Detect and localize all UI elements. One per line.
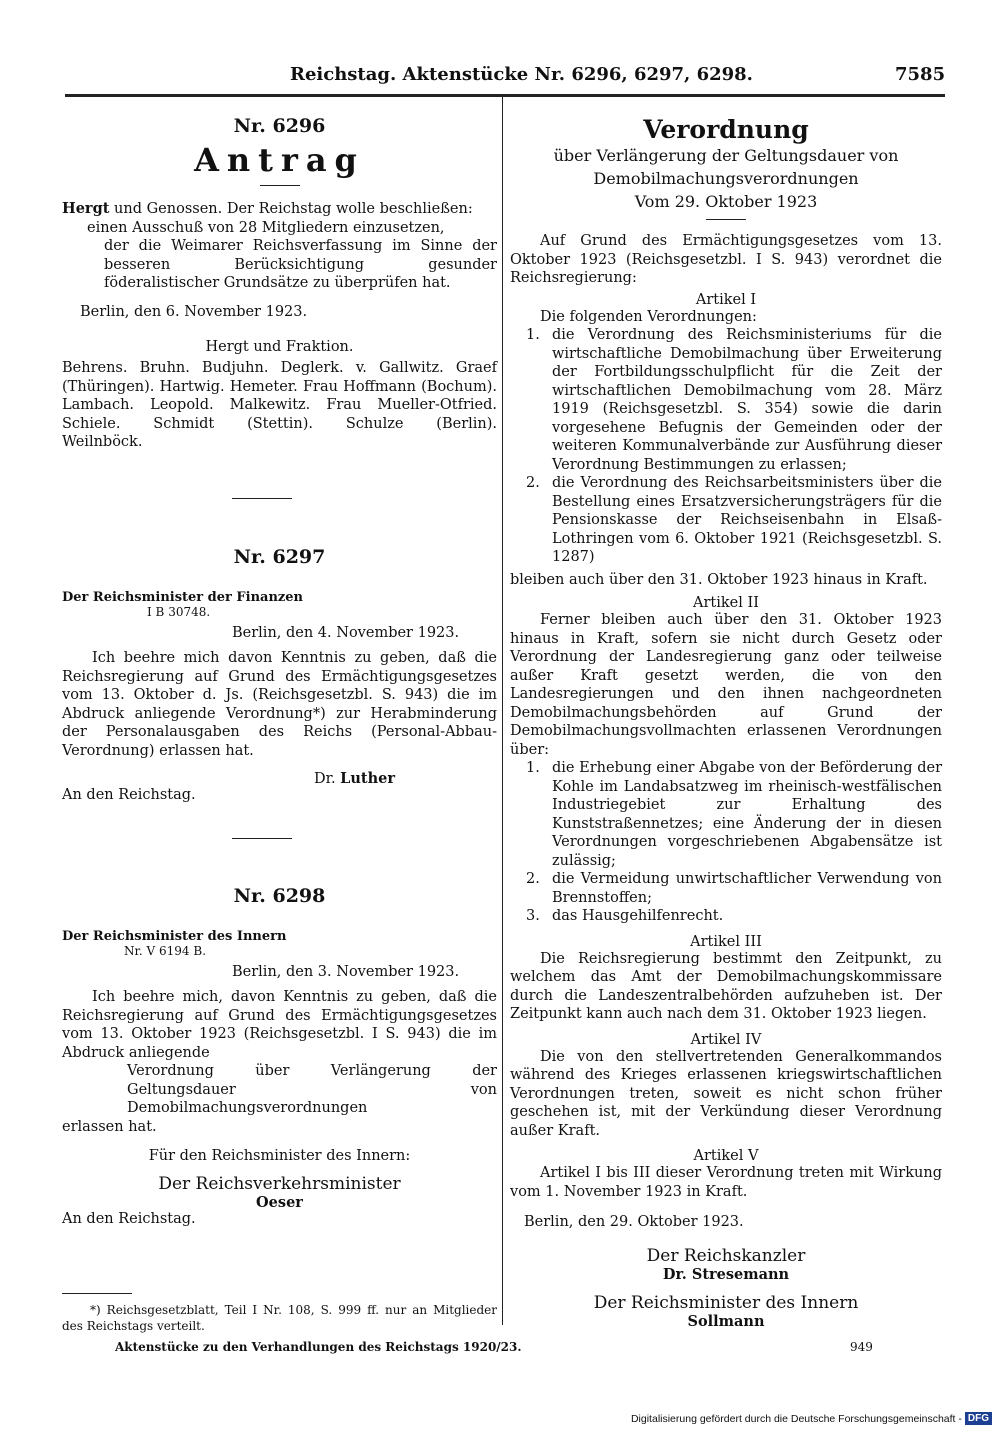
article-heading: Artikel III	[690, 933, 762, 950]
article-closing: bleiben auch über den 31. Oktober 1923 hinaus in Kraft.	[510, 571, 928, 588]
doc-title: Antrag	[194, 141, 365, 179]
motion-intro: und Genossen. Der Reichstag wolle beschließen:	[109, 201, 473, 217]
credit-text: Digitalisierung gefördert durch die Deutsche Forschungsgemeinschaft -	[630, 1412, 962, 1425]
doc-number: Nr. 6297	[233, 546, 326, 568]
signature: Dr. Stresemann	[662, 1265, 790, 1283]
letter-date: Berlin, den 4. November 1923.	[232, 625, 460, 641]
item-text: die Erhebung einer Abgabe von der Beförderung der Kohle im Landabsatzweg im rheinisch-westfälischen Industriegebiet zur Erhaltung des Kunststraßennetzes; eine Änderung der in diesen Verordnungen vorgeschriebenen Abgabensätze ist zulässig;	[552, 760, 942, 869]
enclosure-title: Verordnung über Verlängerung der Geltungsdauer von Demobilmachungsverordnungen	[127, 1063, 497, 1116]
ordinance-date: Vom 29. Oktober 1923	[634, 192, 818, 211]
article-heading: Artikel I	[695, 291, 757, 308]
signature-title: Dr.	[313, 771, 341, 787]
running-header: Reichstag. Aktenstücke Nr. 6296, 6297, 6298.	[290, 64, 753, 85]
digitization-credit	[631, 1412, 992, 1425]
doc-6298	[62, 885, 497, 1227]
item-text: die Verordnung des Reichsministeriums für die wirtschaftliche Demobilmachung über Erweiterung der Fortbildungsschulpflicht für die Zeit der wirtschaftlichen Demobilmachung vom 28. März 1919 (Reichsgesetzbl. S. 354) sowie die darin vorgesehene Befugnis der Gemeinden oder der weiteren Kommunalverbände zur Ausführung dieser Verordnung Bestimmungen zu erlassen;	[552, 327, 942, 473]
item-text: die Vermeidung unwirtschaftlicher Verwendung von Brennstoffen;	[552, 871, 942, 906]
item-number: 2.	[526, 475, 540, 491]
motion-text: der die Weimarer Reichsverfassung im Sinne der besseren Berücksichtigung gesunder föderalistischer Grundsätze zu überprüfen hat.	[104, 238, 497, 291]
letter-closing: erlassen hat.	[62, 1118, 157, 1135]
item-number: 2.	[526, 871, 540, 887]
signature: Sollmann	[687, 1312, 765, 1330]
reference: Nr. V 6194 B.	[124, 944, 207, 958]
addressee: An den Reichstag.	[62, 1211, 196, 1227]
item-number: 3.	[526, 908, 540, 924]
list-item	[510, 474, 942, 567]
article-body: Die von den stellvertretenden Generalkommandos während des Krieges erlassenen kriegswirtschaftlichen Verordnungen treten, soweit es nicht schon früher geschehen ist, mit der Verkündung dieser Verordnung außer Kraft.	[510, 1048, 942, 1139]
article-body: Artikel I bis III dieser Verordnung treten mit Wirkung vom 1. November 1923 in Kraft.	[510, 1165, 942, 1200]
motion-signer: Hergt und Fraktion.	[205, 339, 354, 355]
signature-title: Der Reichsverkehrsminister	[158, 1174, 401, 1194]
header-rule	[65, 94, 945, 97]
page-footer: Aktenstücke zu den Verhandlungen des Reichstags 1920/23.	[115, 1340, 522, 1354]
on-behalf: Für den Reichsminister des Innern:	[148, 1148, 411, 1164]
letter-body: Ich beehre mich davon Kenntnis zu geben, daß die Reichsregierung auf Grund des Ermächtigungsgesetzes vom 13. Oktober d. Js. (Reichsgesetzbl. S. 943) die im Abdruck anliegende Verordnung*) zur Herabminderung der Personalausgaben des Reichs (Personal-Abbau-Verordnung) erlassen hat.	[62, 650, 497, 759]
signature: Oeser	[256, 1194, 303, 1211]
separator	[232, 498, 292, 499]
list-item	[510, 326, 942, 474]
preamble: Auf Grund des Ermächtigungsgesetzes vom 13. Oktober 1923 (Reichsgesetzbl. I S. 943) verordnet die Reichsregierung:	[510, 233, 942, 286]
sheet-number: 949	[850, 1340, 873, 1354]
item-text: das Hausgehilfenrecht.	[552, 908, 724, 924]
footnote: *) Reichsgesetzblatt, Teil I Nr. 108, S. 999 ff. nur an Mitglieder des Reichstags verteilt.	[62, 1303, 497, 1333]
article-2-list	[510, 759, 942, 926]
sender: Der Reichsminister der Finanzen	[62, 590, 304, 605]
article-1-list	[510, 326, 942, 567]
page-number: 7585	[895, 64, 946, 85]
article-body: Ferner bleiben auch über den 31. Oktober 1923 hinaus in Kraft, sofern sie nicht durch Gesetz oder Verordnung der Landesregierung ganz oder teilweise außer Kraft gesetzt werden, die von den Landesregierungen und den ihnen nachgeordneten Demobilmachungsbehörden auf Grund der Demobilmachungsvollmachten erlassenen Verordnungen über:	[510, 612, 942, 758]
letter-body: Ich beehre mich, davon Kenntnis zu geben, daß die Reichsregierung auf Grund des Ermächtigungsgesetzes vom 13. Oktober 1923 (Reichsgesetzbl. I S. 943) die im Abdruck anliegende	[62, 989, 497, 1061]
ordinance-date-line: Berlin, den 29. Oktober 1923.	[524, 1214, 744, 1230]
doc-number: Nr. 6296	[233, 115, 326, 137]
article-intro: Die folgenden Verordnungen:	[540, 308, 757, 325]
article-heading: Artikel V	[693, 1148, 759, 1164]
signature: Luther	[340, 770, 396, 787]
ordinance-subtitle: Demobilmachungsverordnungen	[593, 169, 859, 188]
motion-line: einen Ausschuß von 28 Mitgliedern einzusetzen,	[87, 219, 445, 236]
list-item	[510, 870, 942, 907]
dfg-logo: DFG	[965, 1412, 992, 1425]
letter-date: Berlin, den 3. November 1923.	[232, 964, 460, 980]
item-text: die Verordnung des Reichsarbeitsministers über die Bestellung eines Ersatzversicherungsträgers für die Pensionskasse der Reichseisenbahn in Elsaß-Lothringen vom 6. Oktober 1921 (Reichsgesetzbl. S. 1287)	[552, 475, 942, 565]
motion-names-last: Weilnböck.	[62, 434, 143, 450]
column-divider	[502, 97, 503, 1325]
item-number: 1.	[526, 327, 540, 343]
motion-names: Behrens. Bruhn. Budjuhn. Deglerk. v. Gallwitz. Graef (Thüringen). Hartwig. Hemeter. Frau Hoffmann (Bochum). Lambach. Leopold. Malkewitz. Frau Mueller-Otfried. Schiele. Schmidt (Stettin). Schulze (Berlin).	[62, 360, 497, 432]
signature-title: Der Reichsminister des Innern	[593, 1292, 859, 1313]
motion-date: Berlin, den 6. November 1923.	[80, 303, 308, 320]
sender: Der Reichsminister des Innern	[62, 929, 287, 944]
item-number: 1.	[526, 760, 540, 776]
ordinance-title: Verordnung	[643, 115, 809, 144]
list-item	[510, 759, 942, 870]
doc-6297	[62, 546, 497, 803]
article-heading: Artikel IV	[690, 1031, 762, 1048]
doc-number: Nr. 6298	[233, 885, 326, 907]
ordinance-subtitle: über Verlängerung der Geltungsdauer von	[553, 146, 899, 165]
right-column	[510, 115, 942, 1330]
title-rule	[706, 219, 746, 220]
title-rule	[260, 185, 300, 186]
reference: I B 30748.	[147, 605, 211, 619]
separator	[232, 838, 292, 839]
left-column	[62, 115, 497, 452]
article-heading: Artikel II	[693, 595, 759, 611]
signature-title: Der Reichskanzler	[646, 1245, 806, 1266]
mover-name: Hergt	[62, 200, 110, 217]
article-body: Die Reichsregierung bestimmt den Zeitpunkt, zu welchem das Amt der Demobilmachungskommissare durch die Landeszentralbehörden aufzuheben ist. Der Zeitpunkt kann auch nach dem 31. Oktober 1923 liegen.	[510, 950, 942, 1022]
addressee: An den Reichstag.	[62, 787, 196, 803]
footnote-rule	[62, 1293, 132, 1294]
list-item	[510, 907, 942, 926]
